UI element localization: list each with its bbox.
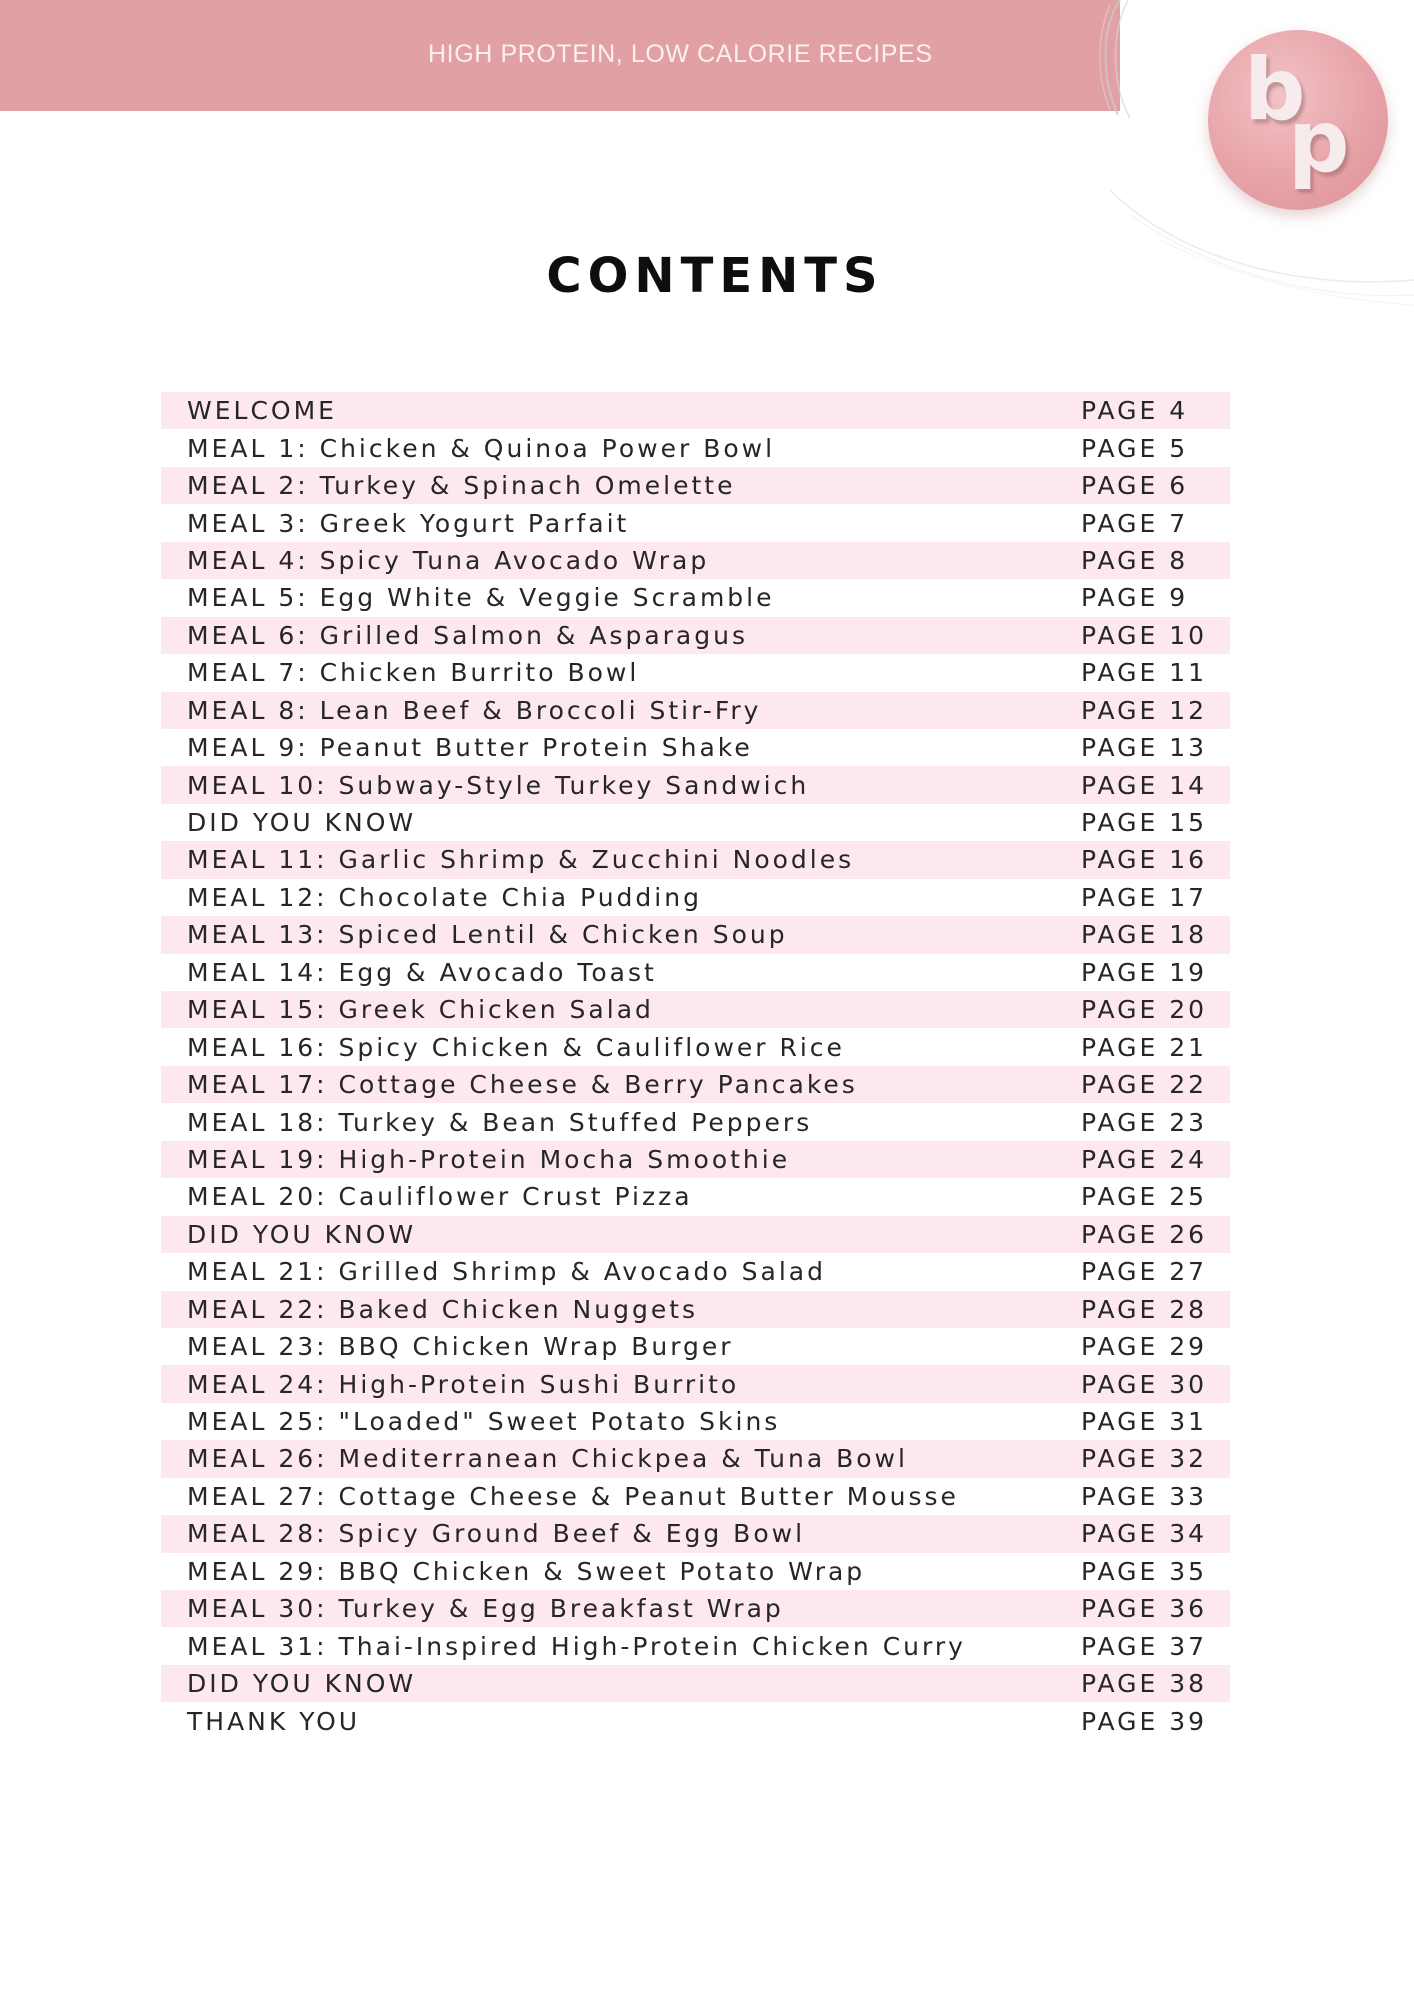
- toc-page-number: PAGE 15: [1081, 808, 1208, 838]
- toc-page-number: PAGE 10: [1081, 620, 1208, 650]
- toc-page-number: PAGE 6: [1081, 471, 1189, 501]
- toc-entry-title: MEAL 6: Grilled Salmon & Asparagus: [187, 620, 748, 650]
- toc-entry-title: MEAL 18: Turkey & Bean Stuffed Peppers: [187, 1107, 813, 1137]
- toc-page-number: PAGE 23: [1081, 1107, 1208, 1137]
- toc-row[interactable]: [161, 429, 1230, 466]
- toc-entry-title: MEAL 19: High-Protein Mocha Smoothie: [187, 1144, 791, 1174]
- brand-logo: [1208, 30, 1388, 210]
- toc-row[interactable]: [161, 1702, 1230, 1739]
- toc-entry-title: MEAL 16: Spicy Chicken & Cauliflower Rice: [187, 1032, 845, 1062]
- toc-row[interactable]: [161, 579, 1230, 616]
- toc-page-number: PAGE 7: [1081, 508, 1189, 538]
- toc-entry-title: MEAL 21: Grilled Shrimp & Avocado Salad: [187, 1257, 826, 1287]
- toc-row[interactable]: [161, 1141, 1230, 1178]
- toc-row[interactable]: [161, 1178, 1230, 1215]
- toc-page-number: PAGE 5: [1081, 433, 1189, 463]
- toc-row[interactable]: [161, 467, 1230, 504]
- toc-page-number: PAGE 18: [1081, 920, 1208, 950]
- toc-row[interactable]: [161, 542, 1230, 579]
- toc-page-number: PAGE 31: [1081, 1407, 1208, 1437]
- toc-page-number: PAGE 16: [1081, 845, 1208, 875]
- toc-row[interactable]: [161, 804, 1230, 841]
- toc-row[interactable]: [161, 1590, 1230, 1627]
- toc-page-number: PAGE 12: [1081, 695, 1208, 725]
- toc-entry-title: MEAL 13: Spiced Lentil & Chicken Soup: [187, 920, 788, 950]
- toc-row[interactable]: [161, 916, 1230, 953]
- toc-entry-title: MEAL 26: Mediterranean Chickpea & Tuna Bowl: [187, 1444, 908, 1474]
- toc-page-number: PAGE 17: [1081, 882, 1208, 912]
- toc-entry-title: MEAL 4: Spicy Tuna Avocado Wrap: [187, 545, 710, 575]
- toc-page-number: PAGE 26: [1081, 1219, 1208, 1249]
- toc-entry-title: MEAL 3: Greek Yogurt Parfait: [187, 508, 630, 538]
- toc-row[interactable]: [161, 1440, 1230, 1477]
- toc-page-number: PAGE 22: [1081, 1070, 1208, 1100]
- toc-row[interactable]: [161, 1553, 1230, 1590]
- toc-page-number: PAGE 30: [1081, 1369, 1208, 1399]
- toc-page-number: PAGE 28: [1081, 1294, 1208, 1324]
- toc-entry-title: MEAL 29: BBQ Chicken & Sweet Potato Wrap: [187, 1556, 866, 1586]
- toc-row[interactable]: [161, 954, 1230, 991]
- toc-row[interactable]: [161, 729, 1230, 766]
- toc-page-number: PAGE 39: [1081, 1706, 1208, 1736]
- toc-page-number: PAGE 37: [1081, 1631, 1208, 1661]
- toc-row[interactable]: [161, 1216, 1230, 1253]
- toc-row[interactable]: [161, 1627, 1230, 1664]
- toc-page-number: PAGE 13: [1081, 733, 1208, 763]
- toc-page-number: PAGE 38: [1081, 1669, 1208, 1699]
- toc-page-number: PAGE 34: [1081, 1519, 1208, 1549]
- logo-letter-b: b: [1244, 40, 1306, 140]
- toc-page-number: PAGE 4: [1081, 396, 1189, 426]
- toc-page-number: PAGE 11: [1081, 658, 1208, 688]
- toc-row[interactable]: [161, 1103, 1230, 1140]
- toc-row[interactable]: [161, 1403, 1230, 1440]
- toc-row[interactable]: [161, 692, 1230, 729]
- toc-entry-title: MEAL 30: Turkey & Egg Breakfast Wrap: [187, 1594, 784, 1624]
- toc-row[interactable]: [161, 617, 1230, 654]
- toc-entry-title: MEAL 10: Subway-Style Turkey Sandwich: [187, 770, 810, 800]
- toc-page-number: PAGE 9: [1081, 583, 1189, 613]
- toc-entry-title: MEAL 17: Cottage Cheese & Berry Pancakes: [187, 1070, 858, 1100]
- toc-page-number: PAGE 19: [1081, 957, 1208, 987]
- toc-entry-title: DID YOU KNOW: [187, 808, 417, 838]
- toc-entry-title: MEAL 25: "Loaded" Sweet Potato Skins: [187, 1407, 781, 1437]
- page-title: CONTENTS: [546, 248, 884, 304]
- toc-row[interactable]: [161, 1028, 1230, 1065]
- toc-page-number: PAGE 25: [1081, 1182, 1208, 1212]
- toc-page-number: PAGE 27: [1081, 1257, 1208, 1287]
- toc-page-number: PAGE 21: [1081, 1032, 1208, 1062]
- toc-entry-title: MEAL 14: Egg & Avocado Toast: [187, 957, 657, 987]
- toc-entry-title: MEAL 31: Thai-Inspired High-Protein Chicken Curry: [187, 1631, 966, 1661]
- toc-row[interactable]: [161, 879, 1230, 916]
- toc-row[interactable]: [161, 504, 1230, 541]
- header-title: HIGH PROTEIN, LOW CALORIE RECIPES: [428, 40, 933, 68]
- toc-row[interactable]: [161, 1291, 1230, 1328]
- toc-entry-title: MEAL 1: Chicken & Quinoa Power Bowl: [187, 433, 776, 463]
- toc-entry-title: MEAL 11: Garlic Shrimp & Zucchini Noodles: [187, 845, 855, 875]
- toc-entry-title: MEAL 5: Egg White & Veggie Scramble: [187, 583, 775, 613]
- toc-row[interactable]: [161, 1478, 1230, 1515]
- toc-row[interactable]: [161, 1665, 1230, 1702]
- toc-entry-title: MEAL 7: Chicken Burrito Bowl: [187, 658, 640, 688]
- toc-row[interactable]: [161, 1066, 1230, 1103]
- table-of-contents: [161, 392, 1230, 1740]
- toc-entry-title: MEAL 8: Lean Beef & Broccoli Stir-Fry: [187, 695, 762, 725]
- toc-entry-title: THANK YOU: [187, 1706, 361, 1736]
- toc-entry-title: MEAL 15: Greek Chicken Salad: [187, 995, 654, 1025]
- toc-page-number: PAGE 36: [1081, 1594, 1208, 1624]
- toc-page-number: PAGE 20: [1081, 995, 1208, 1025]
- toc-entry-title: MEAL 24: High-Protein Sushi Burrito: [187, 1369, 740, 1399]
- toc-entry-title: MEAL 27: Cottage Cheese & Peanut Butter Mousse: [187, 1481, 959, 1511]
- toc-page-number: PAGE 8: [1081, 545, 1189, 575]
- toc-page-number: PAGE 24: [1081, 1144, 1208, 1174]
- toc-row[interactable]: [161, 1365, 1230, 1402]
- toc-row[interactable]: [161, 654, 1230, 691]
- toc-page-number: PAGE 14: [1081, 770, 1208, 800]
- toc-entry-title: DID YOU KNOW: [187, 1669, 417, 1699]
- toc-row[interactable]: [161, 766, 1230, 803]
- logo-letter-p: p: [1288, 92, 1350, 192]
- toc-entry-title: DID YOU KNOW: [187, 1219, 417, 1249]
- toc-entry-title: MEAL 28: Spicy Ground Beef & Egg Bowl: [187, 1519, 806, 1549]
- toc-row[interactable]: [161, 841, 1230, 878]
- toc-entry-title: MEAL 22: Baked Chicken Nuggets: [187, 1294, 699, 1324]
- toc-entry-title: MEAL 9: Peanut Butter Protein Shake: [187, 733, 753, 763]
- toc-entry-title: MEAL 2: Turkey & Spinach Omelette: [187, 471, 736, 501]
- toc-entry-title: MEAL 12: Chocolate Chia Pudding: [187, 882, 702, 912]
- toc-entry-title: MEAL 23: BBQ Chicken Wrap Burger: [187, 1332, 734, 1362]
- toc-row[interactable]: [161, 1253, 1230, 1290]
- toc-page-number: PAGE 29: [1081, 1332, 1208, 1362]
- toc-row[interactable]: [161, 1328, 1230, 1365]
- toc-row[interactable]: [161, 1515, 1230, 1552]
- toc-row[interactable]: [161, 991, 1230, 1028]
- toc-page-number: PAGE 33: [1081, 1481, 1208, 1511]
- toc-page-number: PAGE 35: [1081, 1556, 1208, 1586]
- toc-page-number: PAGE 32: [1081, 1444, 1208, 1474]
- toc-entry-title: WELCOME: [187, 396, 337, 426]
- toc-row[interactable]: [161, 392, 1230, 429]
- toc-entry-title: MEAL 20: Cauliflower Crust Pizza: [187, 1182, 693, 1212]
